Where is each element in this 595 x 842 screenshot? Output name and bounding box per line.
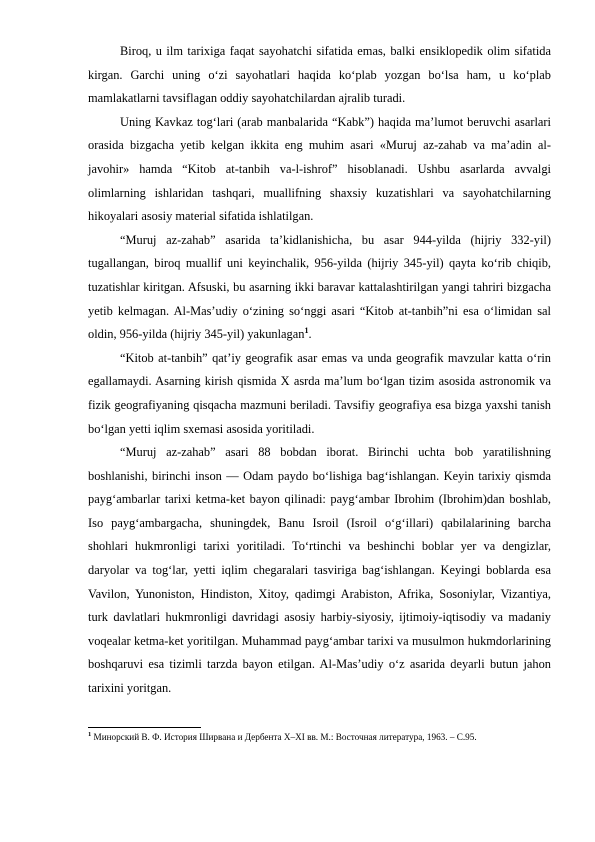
paragraph-5 — [88, 441, 551, 701]
paragraph-3-text: “Muruj az-zahab” asarida ta’kidlanishicha, bu asar 944-yilda (hijriy 332-yil) tugallangan, biroq muallif uni keyinchalik, 956-yilda (hijriy 345-yil) qayta ko‘rib chiqib, tuzatishlar kiritgan. Afsuski, bu asarning ikki baravar kattalashtirilgan yangi tahriri bizgacha yetib kelmagan. Al-Mas’udiy o‘zining so‘nggi asari “Kitob at-tanbih”ni esa o‘limidan sal oldin, 956-yilda (hijriy 345-yil) yakunlagan — [88, 232, 551, 342]
paragraph-3 — [88, 229, 551, 347]
paragraph-4 — [88, 347, 551, 441]
footnote-reference[interactable]: 1 — [304, 326, 309, 335]
paragraph-5-text: “Muruj az-zahab” asari 88 bobdan iborat. Birinchi uchta bob yaratilishning boshlanishi, birinchi inson — Odam paydo bo‘lishiga bag‘ishlangan. Keyin tarixiy qismda payg‘ambarlar tarixi ketma-ket bayon qilinadi: payg‘ambar Ibrohim (Ibrohim)dan boshlab, Iso payg‘ambargacha, shuningdek, Banu Isroil (Isroil o‘g‘illari) qabilalarining barcha shohlari hukmronligi tarixi yoritiladi. To‘rtinchi va beshinchi boblar yer va dengizlar, daryolar va tog‘lar, yetti iqlim chegaralari tasviriga bag‘ishlangan. Keyingi boblarda esa Vavilon, Yunoniston, Hindiston, Xitoy, qadimgi Arabiston, Afrika, Sosoniylar, Vizantiya, turk davlatlari hukmronligi davridagi asosiy harbiy-siyosiy, ijtimoiy-iqtisodiy va madaniy voqealar ketma-ket yoritilgan. Muhammad payg‘ambar tarixi va musulmon hukmdorlarining boshqaruvi esa tizimli tarzda bayon etilgan. Al-Mas’udiy o‘z asarida deyarli butun jahon tarixini yoritgan. — [88, 445, 551, 696]
paragraph-3-end: . — [308, 327, 312, 342]
footnote-text: Минорский В. Ф. История Ширвана и Дербента X–XI вв. М.: Восточная литература, 1963. – С.95. — [91, 732, 477, 742]
footnote-separator — [88, 727, 201, 728]
footnote-marker: 1 — [88, 730, 92, 738]
paragraph-1-text: Biroq, u ilm tarixiga faqat sayohatchi sifatida emas, balki ensiklopedik olim sifatida kirgan. Garchi uning o‘zi sayohatlari haqida ko‘plab yozgan bo‘lsa ham, u ko‘plab mamlakatlarni tavsiflagan oddiy sayohatchilardan ajralib turadi. — [88, 44, 551, 106]
footnote — [88, 731, 551, 743]
paragraph-2-text: Uning Kavkaz tog‘lari (arab manbalarida “Kabk”) haqida ma’lumot beruvchi asarlari orasida bizgacha yetib kelgan ikkita eng muhim asari «Muruj az-zahab va ma’adin al-javohir» hamda “Kitob at-tanbih va-l-ishrof” hisoblanadi. Ushbu asarlarda avvalgi olimlarning ishlaridan tashqari, muallifning shaxsiy kuzatishlari va sayohatchilarning hikoyalari asosiy material sifatida ishlatilgan. — [88, 114, 551, 224]
paragraph-2 — [88, 111, 551, 229]
paragraph-1 — [88, 40, 551, 111]
document-body — [88, 40, 551, 701]
paragraph-4-text: “Kitob at-tanbih” qat’iy geografik asar emas va unda geografik mavzular katta o‘rin egallamaydi. Asarning kirish qismida X asrda ma’lum bo‘lgan tizim asosida astronomik va fizik geografiyaning qisqacha mazmuni beriladi. Tavsifiy geografiya esa bizga yaxshi tanish bo‘lgan yetti iqlim sxemasi asosida yoritiladi. — [88, 350, 551, 436]
